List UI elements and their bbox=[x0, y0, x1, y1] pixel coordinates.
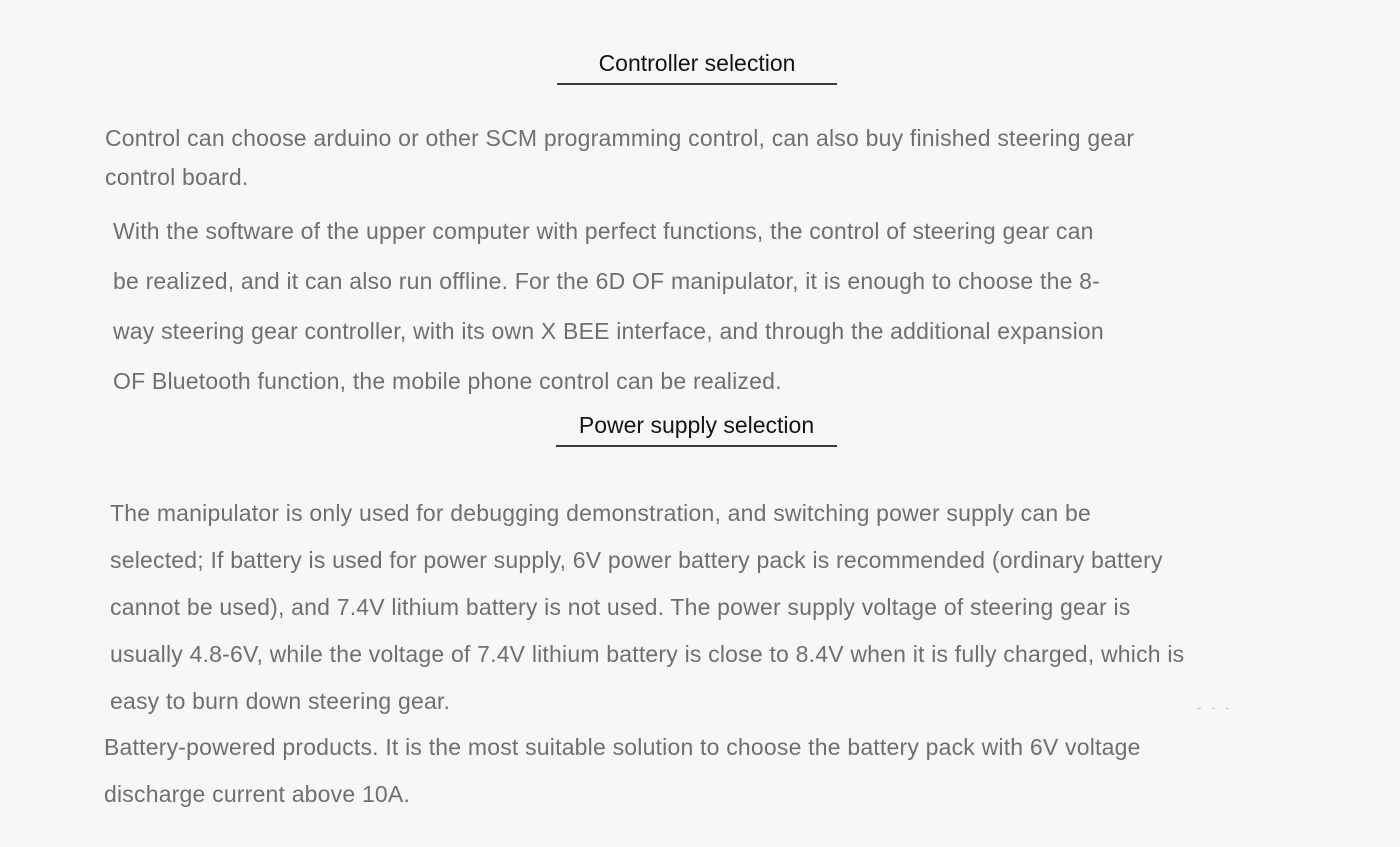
text-line: The manipulator is only used for debugging demonstration, and switching power supply can be bbox=[110, 500, 1091, 526]
text-line: discharge current above 10A. bbox=[104, 781, 411, 807]
text-line: selected; If battery is used for power supply, 6V power battery pack is recommended (ordinary battery bbox=[110, 547, 1163, 573]
paragraph-battery-recommendation bbox=[104, 724, 1141, 818]
paragraph-controller-detail bbox=[113, 206, 1104, 406]
text-line: usually 4.8-6V, while the voltage of 7.4V lithium battery is close to 8.4V when it is fully charged, which is bbox=[110, 641, 1185, 667]
text-line: be realized, and it can also run offline. For the 6D OF manipulator, it is enough to choose the 8- bbox=[113, 268, 1101, 294]
section-heading-controller-selection: Controller selection bbox=[557, 50, 837, 85]
text-line: easy to burn down steering gear. bbox=[110, 688, 451, 714]
text-line: With the software of the upper computer with perfect functions, the control of steering gear can bbox=[113, 218, 1094, 244]
text-line: control board. bbox=[105, 164, 249, 190]
text-line: cannot be used), and 7.4V lithium battery is not used. The power supply voltage of steering gear is bbox=[110, 594, 1131, 620]
paragraph-controller-intro bbox=[105, 119, 1134, 197]
text-line: Control can choose arduino or other SCM programming control, can also buy finished steering gear bbox=[105, 125, 1135, 151]
text-line: OF Bluetooth function, the mobile phone control can be realized. bbox=[113, 368, 782, 394]
text-line: way steering gear controller, with its own X BEE interface, and through the additional expansion bbox=[113, 318, 1104, 344]
faint-watermark-dashes: - - - bbox=[1197, 700, 1233, 715]
text-line: Battery-powered products. It is the most suitable solution to choose the battery pack with 6V voltage bbox=[104, 734, 1141, 760]
section-heading-power-supply-selection: Power supply selection bbox=[556, 412, 837, 447]
paragraph-power-supply-detail bbox=[110, 490, 1184, 725]
